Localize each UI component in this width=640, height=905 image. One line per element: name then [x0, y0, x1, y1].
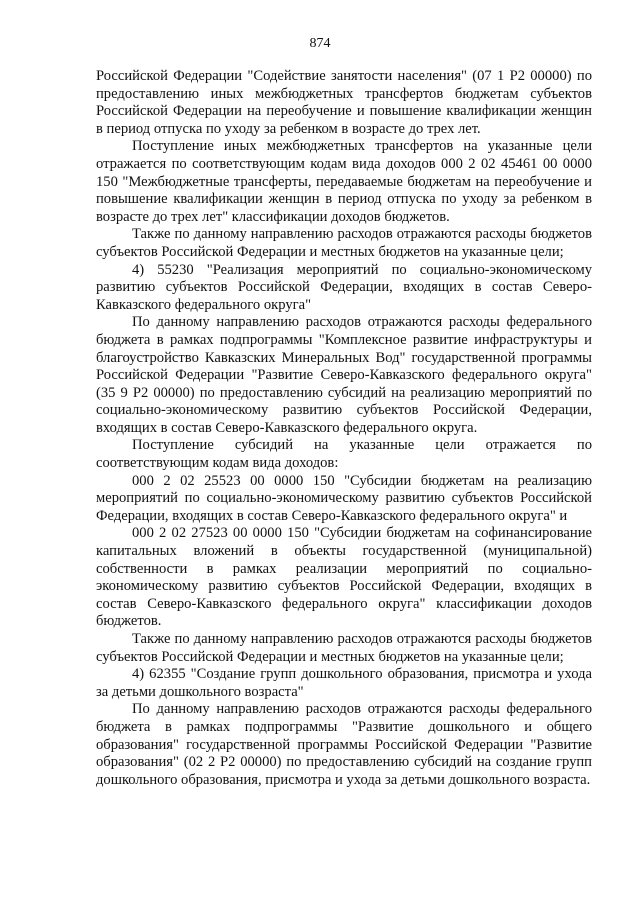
paragraph: Поступление субсидий на указанные цели отражается по соответствующим кодам вида доходов: — [96, 437, 592, 472]
paragraph: Также по данному направлению расходов отражаются расходы бюджетов субъектов Российской Федерации и местных бюджетов на указанные цели; — [96, 226, 592, 260]
page-number: 874 — [309, 36, 331, 51]
paragraph: Поступление иных межбюджетных трансфертов на указанные цели отражается по соответствующим кодам вида доходов 000 2 02 45461 00 0000 150 "Межбюджетные трансферты, передаваемые бюджетам на переобучение и повышение квалификации женщин в период отпуска по уходу за ребенком в возрасте до трех лет" классификации доходов бюджетов. — [96, 138, 592, 225]
document-body — [96, 68, 592, 789]
paragraph: По данному направлению расходов отражаются расходы федерального бюджета в рамках подпрограммы "Развитие дошкольного и общего образования" государственной программы Российской Федерации "Развитие образования" (02 2 P2 00000) по предоставлению субсидий на создание групп дошкольного образования, присмотра и ухода за детьми дошкольного возраста. — [96, 701, 592, 788]
paragraph: 000 2 02 27523 00 0000 150 "Субсидии бюджетам на софинансирование капитальных вложений в объекты государственной (муниципальной) собственности в рамках реализации мероприятий по социально-экономическому развитию субъектов Российской Федерации, входящих в состав Северо-Кавказского федерального округа" классификации доходов бюджетов. — [96, 525, 592, 630]
paragraph: Также по данному направлению расходов отражаются расходы бюджетов субъектов Российской Федерации и местных бюджетов на указанные цели; — [96, 631, 592, 665]
paragraph: Российской Федерации "Содействие занятости населения" (07 1 P2 00000) по предоставлению иных межбюджетных трансфертов бюджетам субъектов Российской Федерации на переобучение и повышение квалификации женщин в период отпуска по уходу за ребенком в возрасте до трех лет. — [96, 68, 592, 137]
paragraph: 000 2 02 25523 00 0000 150 "Субсидии бюджетам на реализацию мероприятий по социально-экономическому развитию субъектов Российской Федерации, входящих в состав Северо-Кавказского федерального округа" и — [96, 472, 592, 524]
paragraph: По данному направлению расходов отражаются расходы федерального бюджета в рамках подпрограммы "Комплексное развитие инфраструктуры и благоустройство Кавказских Минеральных Вод" государственной программы Российской Федерации "Развитие Северо-Кавказского федерального округа" (35 9 P2 00000) по предоставлению субсидий на реализацию мероприятий по социально-экономическому развитию субъектов Российской Федерации, входящих в состав Северо-Кавказского федерального округа. — [96, 314, 592, 436]
paragraph: 4) 62355 "Создание групп дошкольного образования, присмотра и ухода за детьми дошкольного возраста" — [96, 666, 592, 700]
paragraph: 4) 55230 "Реализация мероприятий по социально-экономическому развитию субъектов Российской Федерации, входящих в состав Северо-Кавказского федерального округа" — [96, 261, 592, 313]
